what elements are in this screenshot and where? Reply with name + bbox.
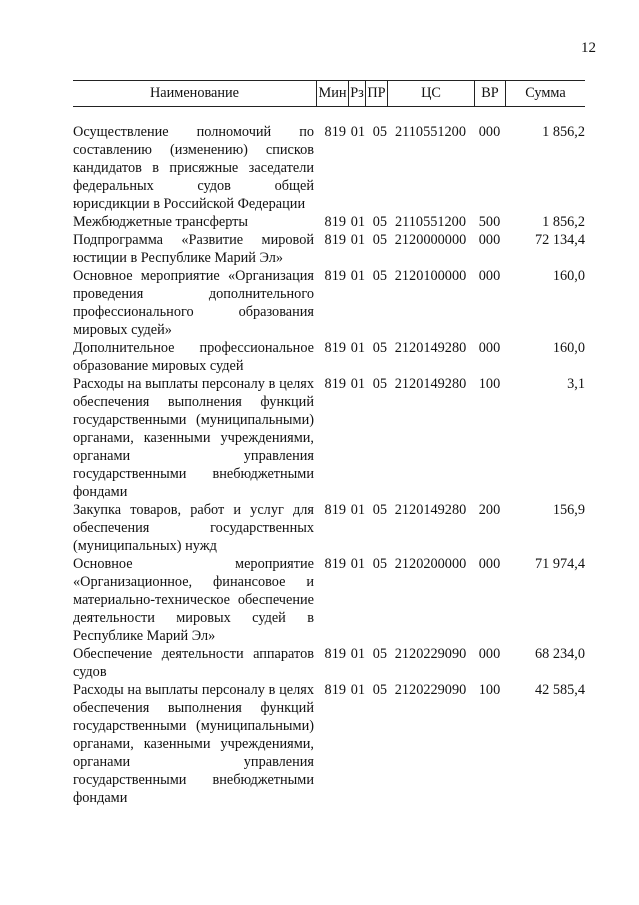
header-cs: ЦС — [387, 81, 474, 106]
header-min: Мин — [316, 81, 348, 106]
row-vr: 000 — [478, 556, 501, 572]
table-row — [73, 231, 585, 267]
header-pr: ПР — [365, 81, 387, 106]
table-row — [73, 123, 585, 213]
row-pr: 05 — [372, 556, 387, 572]
row-vr: 000 — [478, 646, 501, 662]
row-sum: 68 234,0 — [534, 646, 585, 662]
row-min: 819 — [324, 682, 346, 698]
row-pr: 05 — [372, 682, 387, 698]
row-sum: 160,0 — [552, 340, 585, 356]
table-row — [73, 645, 585, 681]
row-sum: 1 856,2 — [542, 214, 585, 230]
table-row — [73, 681, 585, 807]
row-name: Дополнительное профессиональное образование мировых судей — [73, 340, 314, 374]
row-pr: 05 — [372, 376, 387, 392]
row-pr: 05 — [372, 214, 387, 230]
table-header — [73, 80, 585, 107]
table-row — [73, 267, 585, 339]
row-rz: 01 — [350, 340, 365, 356]
row-name: Расходы на выплаты персоналу в целях обеспечения выполнения функций государственными (муниципальными) органами, казенными учреждениями, органами управления государственными внебюджетными фондами — [73, 376, 314, 500]
row-rz: 01 — [350, 682, 365, 698]
row-min: 819 — [324, 232, 346, 248]
row-min: 819 — [324, 376, 346, 392]
row-sum: 1 856,2 — [542, 124, 585, 140]
row-sum: 72 134,4 — [534, 232, 585, 248]
row-sum: 42 585,4 — [534, 682, 585, 698]
row-rz: 01 — [350, 268, 365, 284]
row-pr: 05 — [372, 502, 387, 518]
row-cs: 2120229090 — [394, 646, 467, 662]
row-pr: 05 — [372, 232, 387, 248]
row-sum: 156,9 — [552, 502, 585, 518]
row-rz: 01 — [350, 214, 365, 230]
row-vr: 500 — [478, 214, 501, 230]
row-sum: 71 974,4 — [534, 556, 585, 572]
row-cs: 2120200000 — [394, 556, 467, 572]
row-min: 819 — [324, 556, 346, 572]
row-rz: 01 — [350, 124, 365, 140]
row-name: Осуществление полномочий по составлению (изменению) списков кандидатов в присяжные заседатели федеральных судов общей юрисдикции в Российской Федерации — [73, 124, 314, 212]
row-vr: 100 — [478, 376, 501, 392]
budget-table — [73, 80, 585, 807]
row-name: Основное мероприятие «Организация проведения дополнительного профессионального образования мировых судей» — [73, 268, 314, 338]
table-row — [73, 501, 585, 555]
row-cs: 2120000000 — [394, 232, 467, 248]
row-cs: 2110551200 — [395, 124, 466, 140]
row-sum: 160,0 — [552, 268, 585, 284]
row-name: Закупка товаров, работ и услуг для обеспечения государственных (муниципальных) нужд — [73, 502, 314, 554]
table-row — [73, 555, 585, 645]
row-rz: 01 — [350, 232, 365, 248]
row-vr: 200 — [478, 502, 501, 518]
table-row — [73, 375, 585, 501]
row-rz: 01 — [350, 556, 365, 572]
row-cs: 2120149280 — [394, 376, 467, 392]
row-name: Подпрограмма «Развитие мировой юстиции в Республике Марий Эл» — [73, 232, 314, 266]
row-min: 819 — [324, 214, 346, 230]
row-name: Расходы на выплаты персоналу в целях обеспечения выполнения функций государственными (муниципальными) органами, казенными учреждениями, органами управления государственными внебюджетными фондами — [73, 682, 314, 806]
row-cs: 2120149280 — [394, 502, 467, 518]
row-pr: 05 — [372, 340, 387, 356]
row-name: Основное мероприятие «Организационное, финансовое и материально-техническое обеспечение деятельности мировых судей в Республике Марий Эл» — [73, 556, 314, 644]
table-body — [73, 123, 585, 807]
row-pr: 05 — [372, 124, 387, 140]
row-cs: 2120229090 — [394, 682, 467, 698]
header-name: Наименование — [149, 85, 240, 101]
page-number: 12 — [581, 40, 596, 56]
row-name: Межбюджетные трансферты — [73, 214, 249, 230]
header-vr: ВР — [474, 81, 505, 106]
row-vr: 000 — [478, 268, 501, 284]
row-pr: 05 — [372, 268, 387, 284]
row-sum: 3,1 — [567, 376, 585, 392]
row-vr: 000 — [478, 232, 501, 248]
row-pr: 05 — [372, 646, 387, 662]
row-vr: 000 — [478, 340, 501, 356]
row-rz: 01 — [350, 502, 365, 518]
row-rz: 01 — [350, 646, 365, 662]
table-row — [73, 339, 585, 375]
row-min: 819 — [324, 340, 346, 356]
row-name: Обеспечение деятельности аппаратов судов — [73, 646, 314, 680]
row-cs: 2120100000 — [394, 268, 467, 284]
row-rz: 01 — [350, 376, 365, 392]
row-min: 819 — [324, 124, 346, 140]
row-vr: 100 — [478, 682, 501, 698]
header-rz: Рз — [348, 81, 365, 106]
row-cs: 2110551200 — [395, 214, 466, 230]
row-vr: 000 — [478, 124, 501, 140]
table-row — [73, 213, 585, 231]
header-sum: Сумма — [505, 81, 585, 106]
row-min: 819 — [324, 502, 346, 518]
row-min: 819 — [324, 268, 346, 284]
row-min: 819 — [324, 646, 346, 662]
row-cs: 2120149280 — [394, 340, 467, 356]
